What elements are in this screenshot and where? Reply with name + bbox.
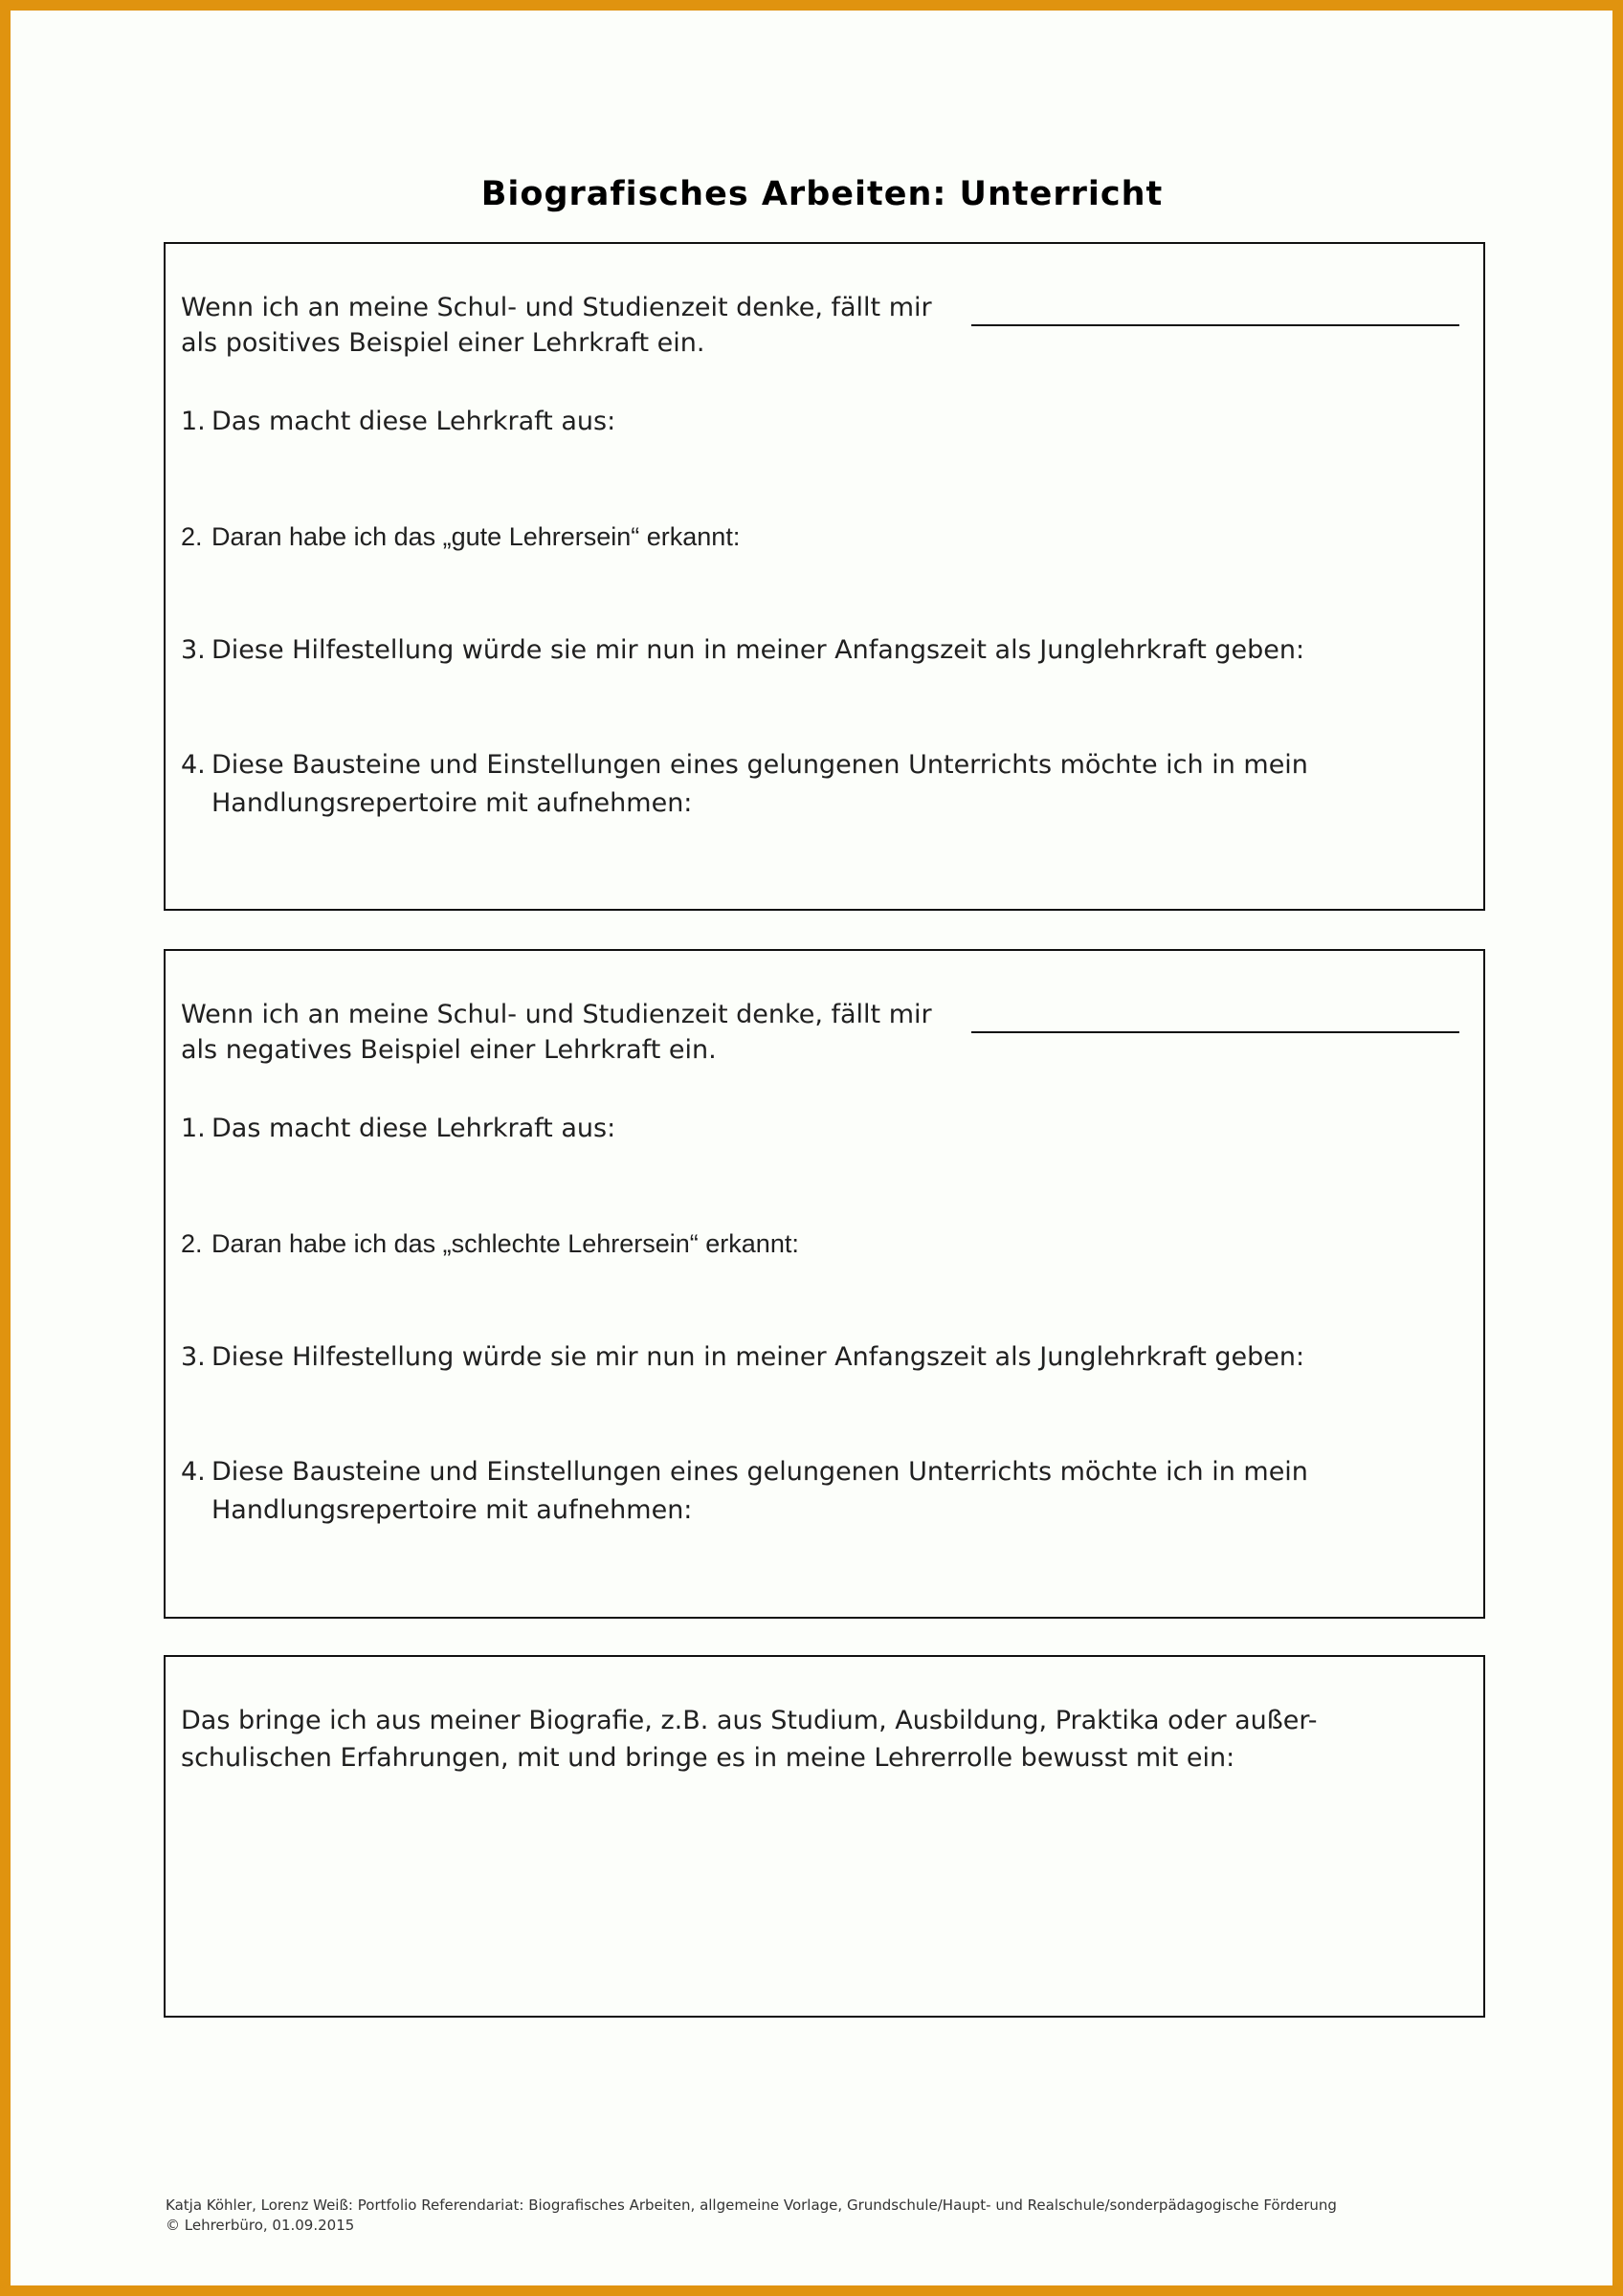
positive-intro-line2: als positives Beispiel einer Lehrkraft ein. [181,328,705,358]
question-text-continued: Handlungsrepertoire mit aufnehmen: [211,788,693,818]
negative-question-3 [181,1338,1304,1377]
footer-citation [166,2196,1337,2236]
negative-example-box [164,949,1485,1619]
question-text: Das macht diese Lehrkraft aus: [211,1114,616,1143]
question-number: 4. [181,750,206,780]
question-number: 1. [181,1114,206,1143]
positive-intro-line1: Wenn ich an meine Schul- und Studienzeit denke, fällt mir [181,293,932,322]
question-number: 1. [181,407,206,436]
negative-question-1 [181,1110,615,1148]
question-text: Daran habe ich das „schlechte Lehrersein“ erkannt: [211,1229,799,1258]
question-text: Diese Bausteine und Einstellungen eines gelungenen Unterrichts möchte ich in mein [211,750,1308,780]
question-number: 2. [181,522,203,551]
positive-example-box [164,242,1485,911]
positive-teacher-name-field[interactable] [971,324,1459,326]
question-text: Das macht diese Lehrkraft aus: [211,407,616,436]
question-number: 4. [181,1457,206,1487]
positive-question-2 [181,518,740,556]
negative-teacher-name-field[interactable] [971,1031,1459,1033]
question-number: 3. [181,1342,206,1372]
negative-question-4 [181,1453,1308,1530]
biography-box [164,1655,1485,2018]
page-title: Biografisches Arbeiten: Unterricht [480,175,1164,213]
positive-question-4 [181,746,1308,823]
question-text: Diese Bausteine und Einstellungen eines gelungenen Unterrichts möchte ich in mein [211,1457,1308,1487]
positive-question-1 [181,403,615,441]
negative-question-2 [181,1225,799,1263]
footer-line1: Katja Köhler, Lorenz Weiß: Portfolio Referendariat: Biografisches Arbeiten, allgemeine Vorlage, Grundschule/Haupt- und Realschule/sonderpädagogische Förderung [166,2197,1337,2214]
question-text: Diese Hilfestellung würde sie mir nun in meiner Anfangszeit als Junglehrkraft geben: [211,635,1305,665]
question-number: 3. [181,635,206,665]
question-text: Daran habe ich das „gute Lehrersein“ erkannt: [211,522,741,551]
negative-intro-line1: Wenn ich an meine Schul- und Studienzeit denke, fällt mir [181,1000,932,1029]
footer-line2: © Lehrerbüro, 01.09.2015 [166,2217,355,2234]
question-number: 2. [181,1229,203,1258]
biography-line1: Das bringe ich aus meiner Biografie, z.B. aus Studium, Ausbildung, Praktika oder außer- [181,1706,1318,1735]
question-text: Diese Hilfestellung würde sie mir nun in meiner Anfangszeit als Junglehrkraft geben: [211,1342,1305,1372]
negative-intro-line2: als negatives Beispiel einer Lehrkraft ein. [181,1035,717,1065]
question-text-continued: Handlungsrepertoire mit aufnehmen: [211,1495,693,1525]
positive-question-3 [181,631,1304,670]
biography-line2: schulischen Erfahrungen, mit und bringe es in meine Lehrerrolle bewusst mit ein: [181,1743,1235,1773]
